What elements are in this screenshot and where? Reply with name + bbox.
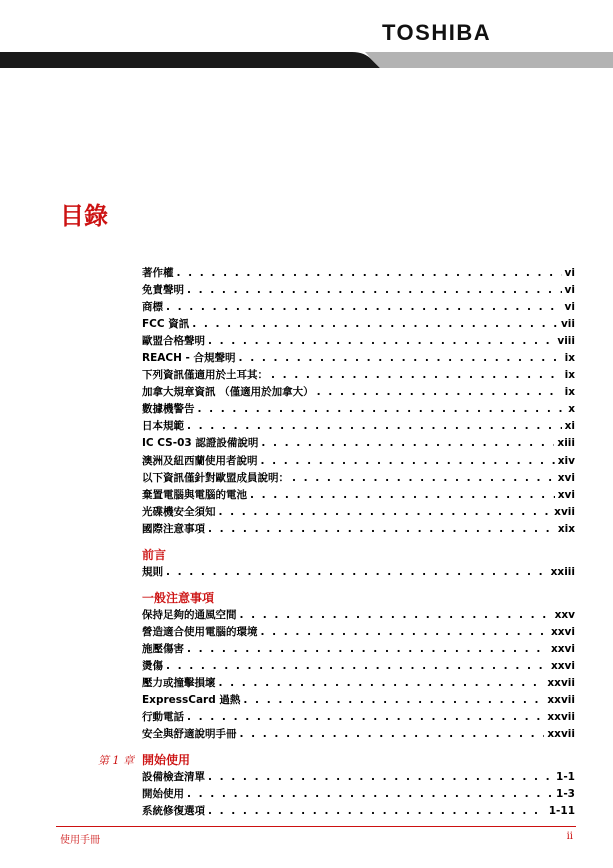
toc-entry-title: 系統修復選項	[142, 805, 205, 818]
toc-entry[interactable]	[142, 726, 575, 743]
toc-entry[interactable]	[142, 333, 575, 350]
toc-entry[interactable]	[142, 521, 575, 538]
toc-entry-page: xvi	[557, 488, 575, 501]
toc-entry[interactable]	[142, 453, 575, 470]
toc-dot-leader	[261, 435, 554, 452]
toc-entry-title: 數據機警告	[142, 403, 195, 416]
toc-entry-page: ix	[564, 369, 575, 382]
toc-entry-page: xvii	[554, 505, 575, 518]
toc-dot-leader	[208, 769, 553, 786]
toc-entry[interactable]	[142, 350, 575, 367]
toc-dot-leader	[187, 709, 544, 726]
toc-dot-leader	[187, 282, 562, 299]
toc-entry-title: ExpressCard 過熱	[142, 694, 241, 707]
toc-entry-title: 日本規範	[142, 420, 184, 433]
toc-entry[interactable]	[142, 675, 575, 692]
toc-entry-page: xix	[557, 522, 575, 535]
toc-entry-title: 安全與舒適說明手冊	[142, 728, 237, 741]
toc-entry-title: 商標	[142, 301, 163, 314]
toc-dot-leader	[208, 803, 546, 820]
toc-entry-title: 燙傷	[142, 659, 163, 672]
toc-entry-page: 1-1	[556, 771, 575, 784]
toc-entry-title: REACH - 合規聲明	[142, 352, 236, 365]
toc-section-heading-text: 開始使用	[142, 753, 191, 768]
toc-entry[interactable]	[142, 265, 575, 282]
toc-entry-page: 1-11	[548, 805, 575, 818]
toc-entry[interactable]	[142, 769, 575, 786]
toc-entry-title: FCC 資訊	[142, 318, 190, 331]
toc-dot-leader	[208, 333, 554, 350]
toc-entry-page: xxv	[554, 608, 575, 621]
toc-entry-title: 著作權	[142, 267, 174, 279]
toc-entry-title: 保持足夠的通風空間	[142, 608, 237, 621]
toc-entry-page: xxvi	[551, 625, 575, 638]
toc-entry-title: 光碟機安全須知	[142, 505, 216, 518]
footer-rule	[56, 826, 576, 827]
toc-entry-title: 行動電話	[142, 711, 184, 724]
toc-entry-title: 壓力或撞擊損壞	[142, 676, 216, 689]
toc-section-preface	[142, 547, 575, 581]
toc-entry-title: 澳洲及紐西蘭使用者說明	[142, 454, 258, 467]
toc-entry[interactable]	[142, 384, 575, 401]
toc-entry-page: xxvii	[547, 711, 575, 724]
toc-entry-title: 以下資訊僅針對歐盟成員說明：	[142, 471, 289, 484]
toc-entry-page: 1-3	[556, 788, 575, 801]
toc-entry-title: 設備檢查清單	[142, 771, 205, 784]
toc-entry-title: IC CS-03 認證設備說明	[142, 437, 259, 450]
toc-dot-leader	[166, 564, 548, 581]
toc-entry[interactable]	[142, 641, 575, 658]
toc-dot-leader	[219, 675, 545, 692]
toc-entry[interactable]	[142, 418, 575, 435]
toc-entry-page: xxvi	[551, 659, 575, 672]
toc-entry-title: 棄置電腦與電腦的電池	[142, 488, 247, 501]
toc-entry[interactable]	[142, 282, 575, 299]
toc-dot-leader	[187, 786, 553, 803]
toc-dot-leader	[177, 265, 562, 282]
toc-section-front	[142, 265, 575, 538]
toshiba-logo: TOSHIBA	[382, 20, 492, 45]
toc-entry-page: ix	[564, 352, 575, 365]
toc-entry-page: xiv	[557, 454, 575, 467]
toc-entry[interactable]	[142, 470, 575, 487]
toc-entry[interactable]	[142, 692, 575, 709]
toc-dot-leader	[292, 470, 555, 487]
toc-entry[interactable]	[142, 624, 575, 641]
footer-page-number: ii	[566, 831, 573, 842]
toc-entry[interactable]	[142, 709, 575, 726]
toc-entry-title: 規則	[142, 565, 163, 578]
toc-entry[interactable]	[142, 786, 575, 803]
toc-dot-leader	[243, 692, 544, 709]
toc-dot-leader	[208, 521, 555, 538]
toc-entry-page: viii	[557, 335, 575, 348]
toc-entry[interactable]	[142, 504, 575, 521]
toc-section-heading[interactable]	[142, 590, 575, 607]
toc-entry[interactable]	[142, 367, 575, 384]
toc-dot-leader	[219, 504, 552, 521]
chapter-label: 第 1 章	[98, 754, 134, 768]
toc-entry-page: vi	[564, 301, 575, 314]
toc-dot-leader	[192, 316, 558, 333]
toc-dot-leader	[187, 418, 562, 435]
toc-section-heading-text: 前言	[142, 547, 167, 562]
toc-entry-page: xxvii	[547, 728, 575, 741]
toc-entry[interactable]	[142, 607, 575, 624]
toc-entry-title: 免責聲明	[142, 284, 184, 297]
toc-entry-page: xxvii	[547, 694, 575, 707]
toc-dot-leader	[240, 726, 545, 743]
toc-dot-leader	[239, 350, 562, 367]
toc-dot-leader	[166, 658, 548, 675]
toc-dot-leader	[166, 299, 562, 316]
toc-entry-page: vii	[560, 318, 575, 331]
toc-dot-leader	[317, 384, 562, 401]
page-title: 目錄	[60, 202, 108, 230]
toc-section-heading[interactable]	[142, 547, 575, 564]
toc-section-heading[interactable]	[98, 752, 575, 769]
toc-entry-title: 開始使用	[142, 788, 184, 801]
toc-section-chapter-1	[98, 752, 575, 820]
toc-entry-title: 營造適合使用電腦的環境	[142, 625, 258, 638]
toc-entry[interactable]	[142, 487, 575, 504]
toc-entry-page: vi	[564, 284, 575, 297]
toc-entry-page: xxiii	[550, 565, 575, 578]
toc-entry-page: x	[568, 403, 575, 416]
toc-entry-title: 國際注意事項	[142, 522, 205, 535]
toc-entry[interactable]	[142, 435, 575, 452]
footer-manual-name: 使用手冊	[60, 835, 100, 846]
toc-entry[interactable]	[142, 658, 575, 675]
toc-dot-leader	[187, 641, 548, 658]
toc-dot-leader	[240, 607, 552, 624]
toc-section-general-precautions	[142, 590, 575, 743]
toc-entry-page: ix	[564, 386, 575, 399]
toc-entry[interactable]	[142, 316, 575, 333]
toc-entry-page: xiii	[557, 437, 575, 450]
header-band	[0, 52, 613, 68]
toc-entry-title: 施壓傷害	[142, 642, 184, 655]
toc-entry-page: vi	[564, 267, 575, 279]
toc-entry-page: xvi	[557, 471, 575, 484]
table-of-contents	[98, 265, 575, 820]
toc-entry-title: 加拿大規章資訊 （僅適用於加拿大）	[142, 386, 314, 399]
toc-entry[interactable]	[142, 299, 575, 316]
toc-entry[interactable]	[142, 564, 575, 581]
toc-dot-leader	[198, 401, 566, 418]
toc-section-heading-text: 一般注意事項	[142, 590, 215, 605]
toc-entry-page: xxvii	[547, 676, 575, 689]
toc-entry-title: 下列資訊僅適用於土耳其：	[142, 369, 268, 382]
toc-entry-title: 歐盟合格聲明	[142, 335, 205, 348]
toc-entry[interactable]	[142, 803, 575, 820]
toc-dot-leader	[271, 367, 562, 384]
toc-dot-leader	[250, 487, 555, 504]
toc-entry-page: xi	[564, 420, 575, 433]
toc-dot-leader	[261, 624, 549, 641]
toc-entry-page: xxvi	[551, 642, 575, 655]
toc-entry[interactable]	[142, 401, 575, 418]
toc-dot-leader	[261, 453, 555, 470]
